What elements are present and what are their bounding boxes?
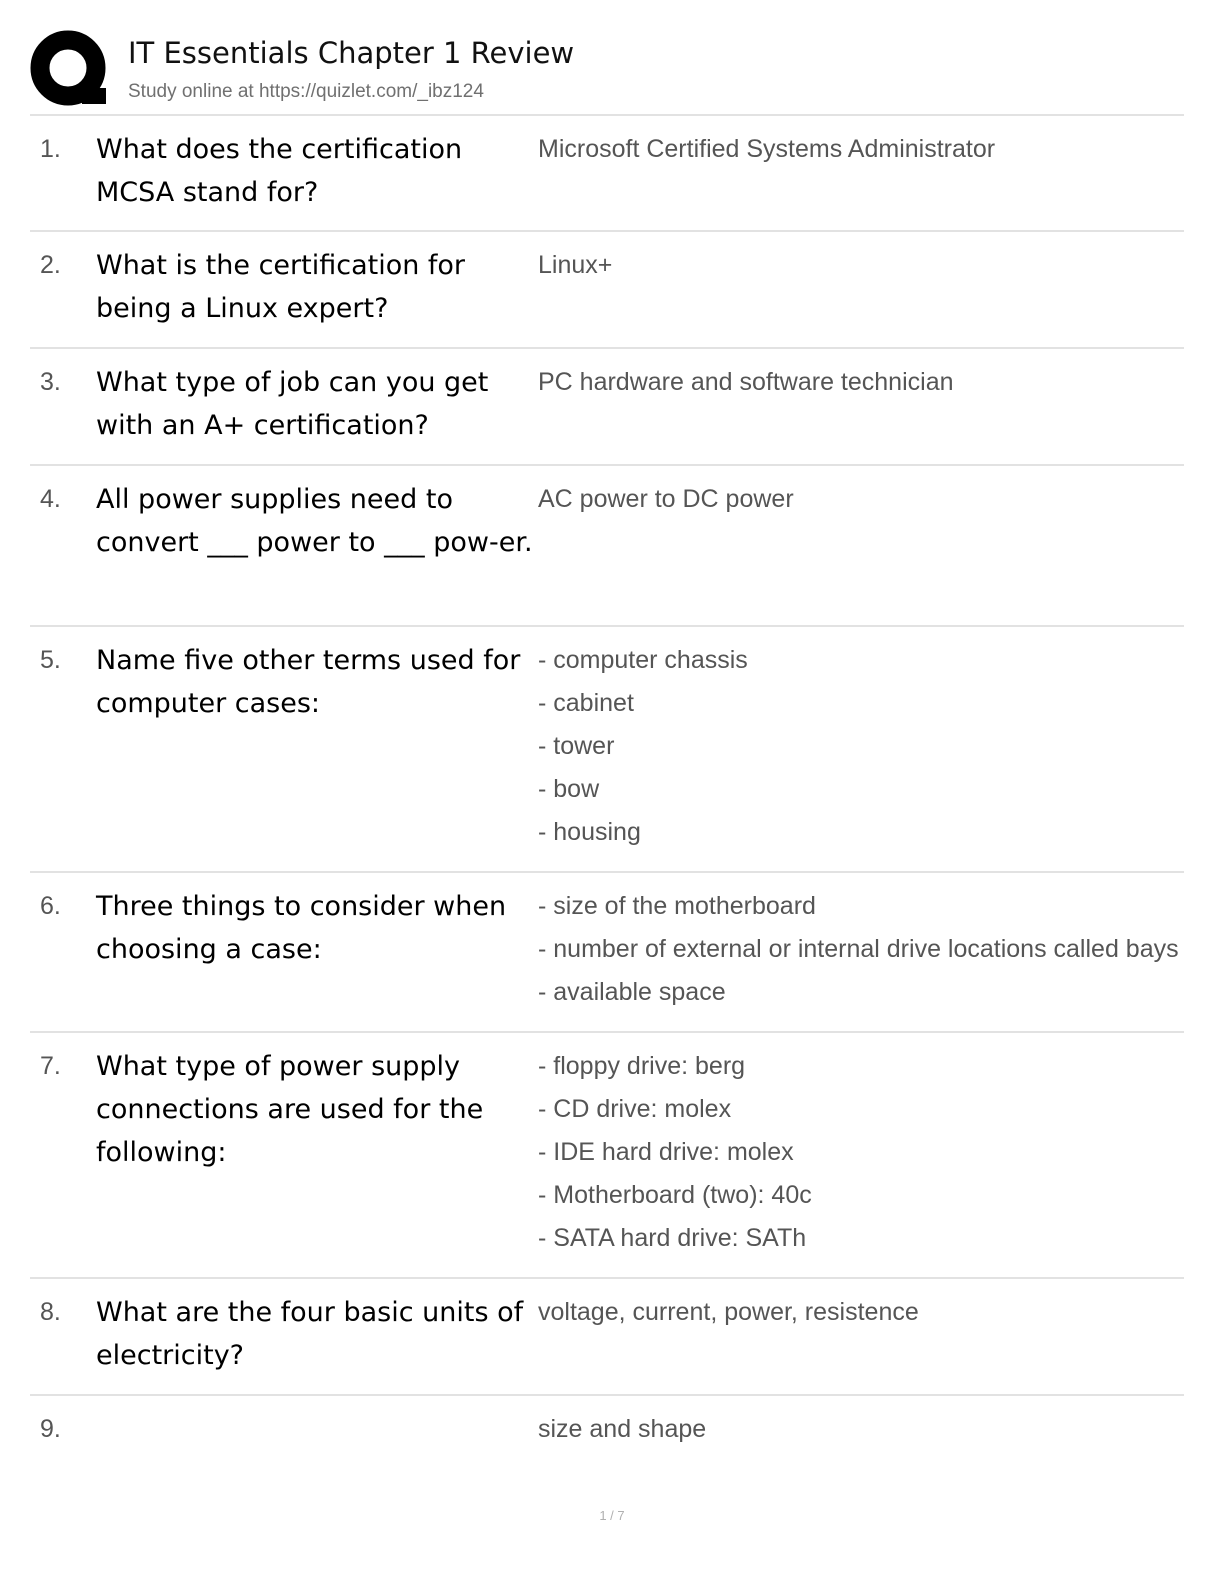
- card-definition: [538, 1408, 1184, 1451]
- card-row: [30, 1277, 1184, 1394]
- card-definition: [538, 885, 1184, 1014]
- definition-line: PC hardware and software technician: [538, 368, 954, 396]
- definition-line: - floppy drive: berg: [538, 1052, 746, 1080]
- definition-line: Linux+: [538, 251, 613, 279]
- study-online-link[interactable]: Study online at https://quizlet.com/_ibz124: [128, 81, 484, 102]
- card-term: Three things to consider when choosing a case:: [96, 891, 507, 965]
- card-number: 6.: [40, 892, 61, 920]
- definition-line: - Motherboard (two): 40c: [538, 1181, 812, 1209]
- page-number: 1 / 7: [599, 1508, 625, 1523]
- card-definition: [538, 244, 1184, 287]
- definition-line: - size of the motherboard: [538, 892, 816, 920]
- definition-line: - housing: [538, 818, 641, 846]
- definition-line: - tower: [538, 732, 615, 760]
- card-definition: [538, 361, 1184, 404]
- card-row: [30, 230, 1184, 347]
- card-definition: [538, 639, 1184, 854]
- card-number: 9.: [40, 1415, 61, 1443]
- definition-line: - SATA hard drive: SATh: [538, 1224, 807, 1252]
- definition-line: - cabinet: [538, 689, 634, 717]
- definition-line: - computer chassis: [538, 646, 748, 674]
- page-header: [30, 30, 1184, 114]
- card-row: [30, 347, 1184, 464]
- card-row: [30, 625, 1184, 871]
- card-term: What are the four basic units of electricity?: [96, 1297, 524, 1371]
- definition-line: - number of external or internal drive locations called bays: [538, 935, 1179, 963]
- card-term: What type of job can you get with an A+ certification?: [96, 367, 489, 441]
- card-number: 8.: [40, 1298, 61, 1326]
- card-number: 4.: [40, 485, 61, 513]
- flashcard-list: [30, 114, 1184, 1514]
- card-number: 3.: [40, 368, 61, 396]
- card-row: [30, 114, 1184, 230]
- card-term: What is the certification for being a Linux expert?: [96, 250, 466, 324]
- definition-line: AC power to DC power: [538, 485, 794, 513]
- card-definition: [538, 1291, 1184, 1334]
- card-term: All power supplies need to convert ___ power to ___ pow-er.: [96, 484, 533, 558]
- card-term: What does the certification MCSA stand for?: [96, 134, 463, 208]
- quizlet-logo-icon: [30, 30, 110, 110]
- card-term: Name five other terms used for computer cases:: [96, 645, 521, 719]
- card-row: [30, 1031, 1184, 1277]
- card-row: [30, 871, 1184, 1031]
- card-definition: [538, 1045, 1184, 1260]
- card-number: 1.: [40, 135, 61, 163]
- definition-line: - bow: [538, 775, 600, 803]
- definition-line: - CD drive: molex: [538, 1095, 732, 1123]
- card-row: [30, 464, 1184, 625]
- card-row: [30, 1394, 1184, 1514]
- card-number: 2.: [40, 251, 61, 279]
- page-title: IT Essentials Chapter 1 Review: [128, 36, 575, 70]
- card-definition: [538, 478, 1184, 521]
- card-number: 7.: [40, 1052, 61, 1080]
- definition-line: Microsoft Certified Systems Administrator: [538, 135, 996, 163]
- definition-line: size and shape: [538, 1415, 707, 1443]
- card-number: 5.: [40, 646, 61, 674]
- definition-line: voltage, current, power, resistence: [538, 1298, 919, 1326]
- card-term: What type of power supply connections are used for the following:: [96, 1051, 484, 1168]
- definition-line: - IDE hard drive: molex: [538, 1138, 794, 1166]
- definition-line: - available space: [538, 978, 726, 1006]
- card-definition: [538, 128, 1184, 171]
